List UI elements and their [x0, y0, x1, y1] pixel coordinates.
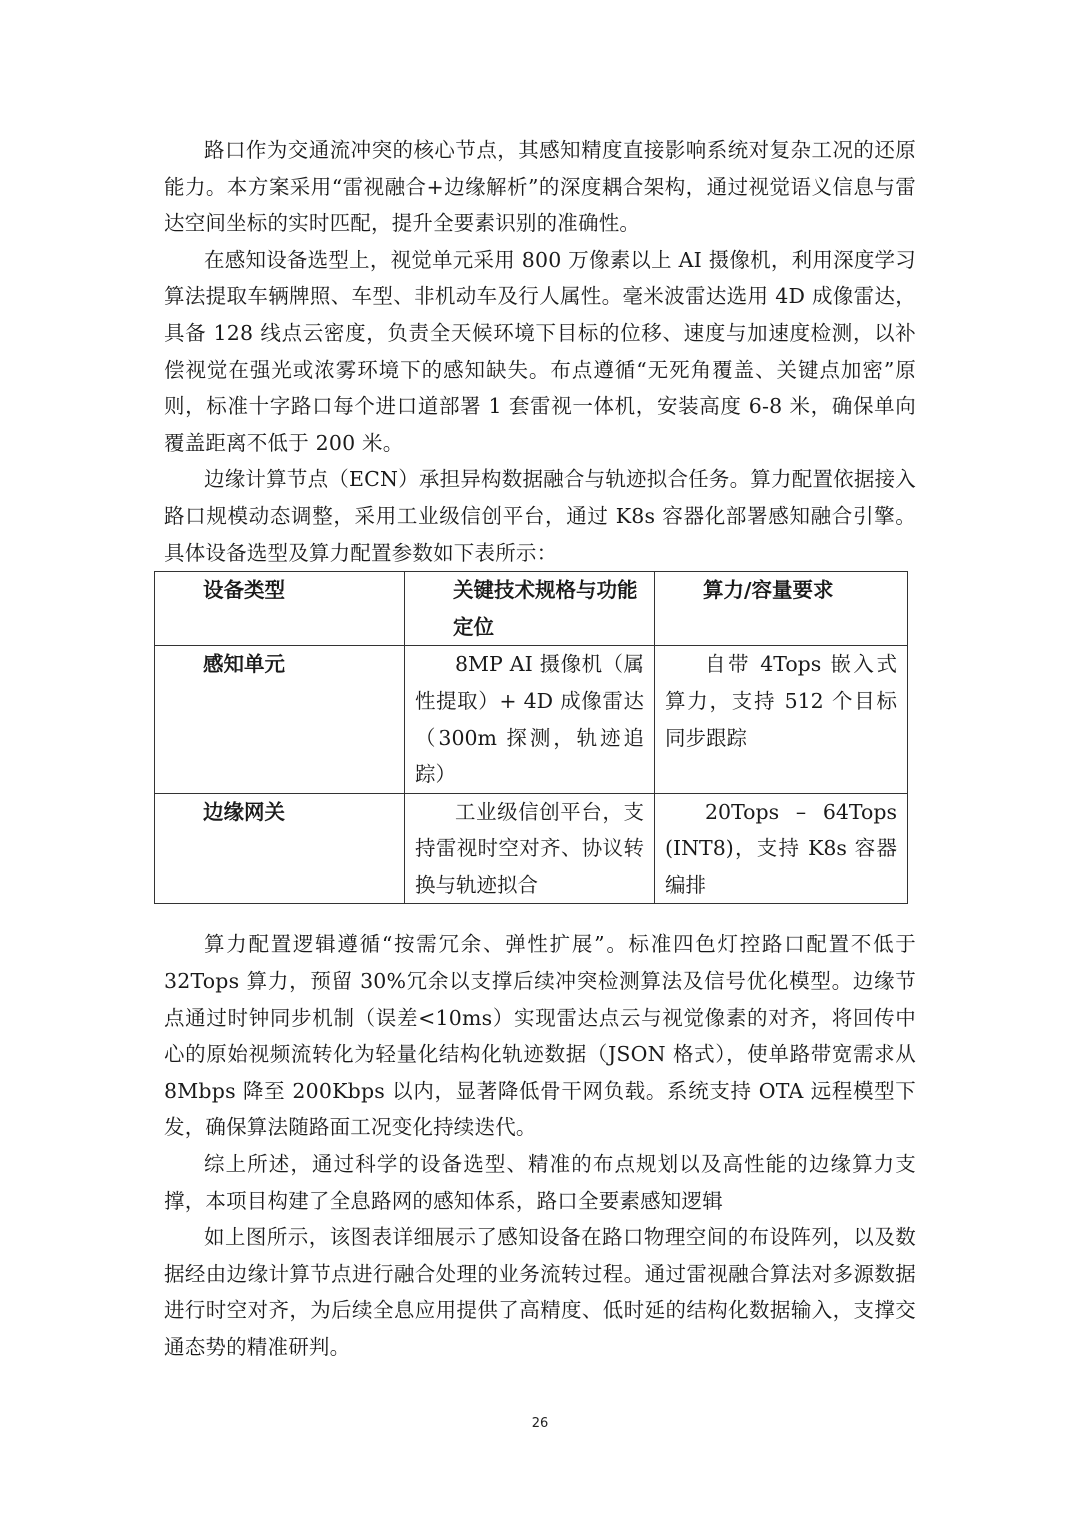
header-key-spec: 关键技术规格与功能定位 [405, 572, 655, 646]
cell-spec: 8MP AI 摄像机（属性提取）+ 4D 成像雷达（300m 探测，轨迹追踪） [405, 646, 655, 793]
cell-device-type: 感知单元 [155, 646, 405, 793]
table-spacer [164, 904, 916, 926]
cell-capacity: 自带 4Tops 嵌入式算力，支持 512 个目标同步跟踪 [655, 646, 908, 793]
paragraph-figure-description: 如上图所示，该图表详细展示了感知设备在路口物理空间的布设阵列，以及数据经由边缘计算节点进行融合处理的业务流转过程。通过雷视融合算法对多源数据进行时空对齐，为后续全息应用提供了高精度、低时延的结构化数据输入，支撑交通态势的精准研判。 [164, 1225, 916, 1359]
table-header-row [155, 572, 908, 646]
header-capacity: 算力/容量要求 [655, 572, 908, 646]
document-page [164, 132, 916, 1366]
paragraph-intro: 路口作为交通流冲突的核心节点，其感知精度直接影响系统对复杂工况的还原能力。本方案采用“雷视融合+边缘解析”的深度耦合架构，通过视觉语义信息与雷达空间坐标的实时匹配，提升全要素识别的准确性。 [164, 138, 916, 236]
table-row [155, 646, 908, 793]
table-row [155, 793, 908, 904]
paragraph-compute-logic: 算力配置逻辑遵循“按需冗余、弹性扩展”。标准四色灯控路口配置不低于 32Tops 算力，预留 30%冗余以支撑后续冲突检测算法及信号优化模型。边缘节点通过时钟同步机制（误差<10ms）实现雷达点云与视觉像素的对齐，将回传中心的原始视频流转化为轻量化结构化轨迹数据（JSON 格式），使单路带宽需求从 8Mbps 降至 200Kbps 以内，显著降低骨干网负载。系统支持 OTA 远程模型下发，确保算法随路面工况变化持续迭代。 [164, 932, 916, 1140]
header-device-type: 设备类型 [155, 572, 405, 646]
paragraph-device-selection: 在感知设备选型上，视觉单元采用 800 万像素以上 AI 摄像机，利用深度学习算法提取车辆牌照、车型、非机动车及行人属性。毫米波雷达选用 4D 成像雷达，具备 128 线点云密度，负责全天候环境下目标的位移、速度与加速度检测，以补偿视觉在强光或浓雾环境下的感知缺失。布点遵循“无死角覆盖、关键点加密”原则，标准十字路口每个进口道部署 1 套雷视一体机，安装高度 6-8 米，确保单向覆盖距离不低于 200 米。 [164, 247, 916, 455]
cell-device-type: 边缘网关 [155, 793, 405, 904]
device-spec-table [154, 571, 908, 904]
paragraph-summary: 综上所述，通过科学的设备选型、精准的布点规划以及高性能的边缘算力支撑，本项目构建了全息路网的感知体系，路口全要素感知逻辑 [164, 1152, 916, 1213]
page-number: 26 [531, 1416, 549, 1431]
paragraph-edge-computing: 边缘计算节点（ECN）承担异构数据融合与轨迹拟合任务。算力配置依据接入路口规模动态调整，采用工业级信创平台，通过 K8s 容器化部署感知融合引擎。具体设备选型及算力配置参数如下表所示： [164, 467, 916, 565]
cell-spec: 工业级信创平台，支持雷视时空对齐、协议转换与轨迹拟合 [405, 793, 655, 904]
cell-capacity: 20Tops – 64Tops (INT8)，支持 K8s 容器编排 [655, 793, 908, 904]
